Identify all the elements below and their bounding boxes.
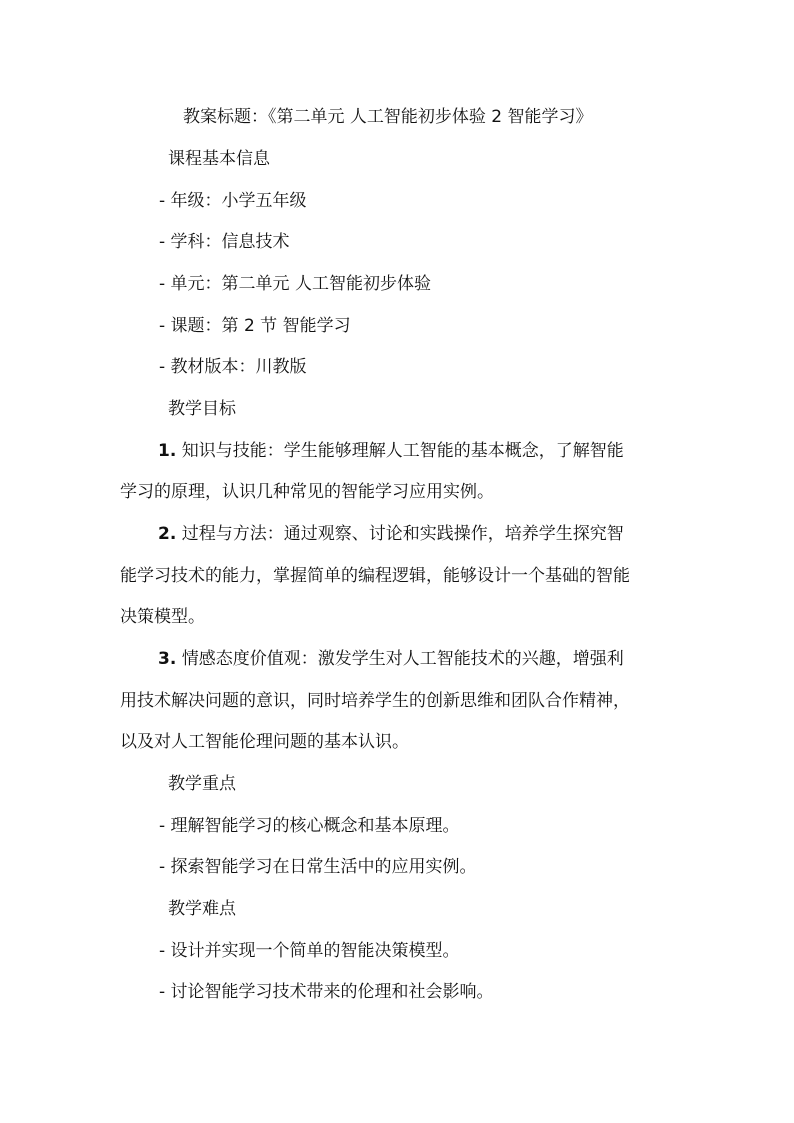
key-point-1: - 理解智能学习的核心概念和基本原理。 <box>159 816 460 836</box>
info-grade: - 年级：小学五年级 <box>159 191 307 211</box>
objective-2-line-3: 决策模型。 <box>120 607 205 627</box>
objectives-heading: 教学目标 <box>168 399 236 419</box>
objective-2-line-1 <box>158 523 624 545</box>
difficulties-heading: 教学难点 <box>168 899 236 919</box>
key-points-heading: 教学重点 <box>168 774 236 794</box>
objective-3-text: 情感态度价值观：激发学生对人工智能技术的兴趣，增强利 <box>181 649 624 669</box>
basic-info-heading: 课程基本信息 <box>168 149 270 169</box>
objective-1-text: 知识与技能：学生能够理解人工智能的基本概念，了解智能 <box>181 441 624 461</box>
objective-2-text: 过程与方法：通过观察、讨论和实践操作，培养学生探究智 <box>181 524 624 544</box>
difficulty-2: - 讨论智能学习技术带来的伦理和社会影响。 <box>159 982 494 1002</box>
difficulty-1: - 设计并实现一个简单的智能决策模型。 <box>159 941 460 961</box>
info-topic: - 课题：第 2 节 智能学习 <box>159 316 351 336</box>
lesson-title: 教案标题：《第二单元 人工智能初步体验 2 智能学习》 <box>183 107 593 127</box>
objective-3-line-3: 以及对人工智能伦理问题的基本认识。 <box>120 732 409 752</box>
objective-2-number: 2. <box>158 524 177 544</box>
objective-3-line-2: 用技术解决问题的意识，同时培养学生的创新思维和团队合作精神， <box>120 691 630 711</box>
objective-3-line-1 <box>158 648 624 670</box>
objective-1-line-2: 学习的原理，认识几种常见的智能学习应用实例。 <box>120 482 494 502</box>
key-point-2: - 探索智能学习在日常生活中的应用实例。 <box>159 857 477 877</box>
objective-3-number: 3. <box>158 649 177 669</box>
objective-1-number: 1. <box>158 441 177 461</box>
objective-2-line-2: 能学习技术的能力，掌握简单的编程逻辑，能够设计一个基础的智能 <box>120 566 630 586</box>
info-subject: - 学科：信息技术 <box>159 232 290 252</box>
info-textbook: - 教材版本：川教版 <box>159 357 307 377</box>
info-unit: - 单元：第二单元 人工智能初步体验 <box>159 274 431 294</box>
objective-1-line-1 <box>158 440 624 462</box>
